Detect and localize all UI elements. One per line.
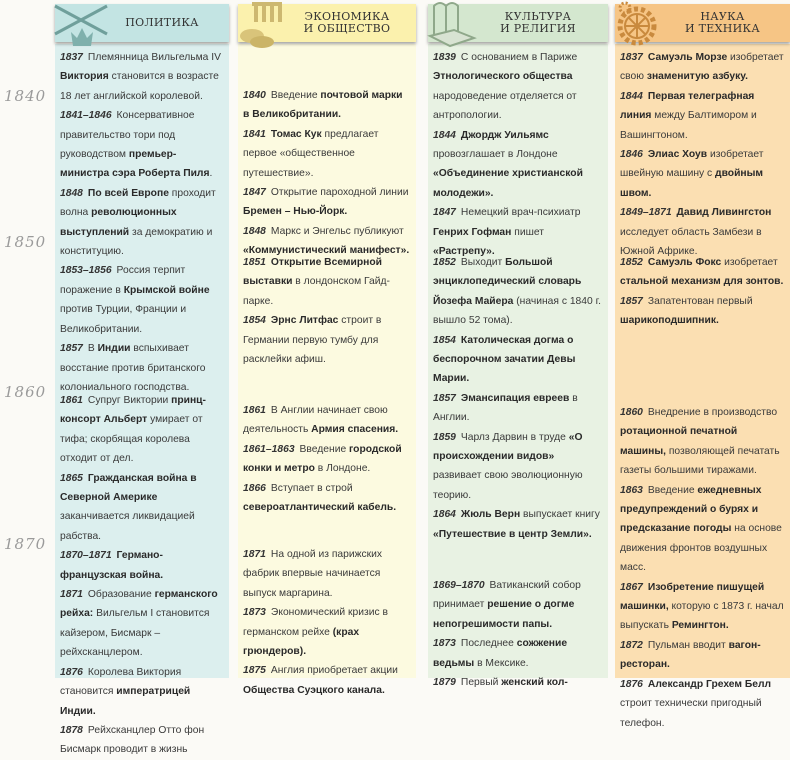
entry-highlight: «Объединение христианской молодежи». bbox=[433, 168, 583, 199]
entry-group bbox=[60, 391, 223, 760]
entry-year: 1848 bbox=[60, 187, 83, 199]
column-title bbox=[304, 11, 391, 35]
entry-highlight: Германо-французская война. bbox=[60, 550, 164, 581]
timeline-entry bbox=[620, 48, 784, 87]
entry-text: изобретает bbox=[721, 257, 778, 268]
timeline-entry bbox=[620, 292, 784, 331]
timeline-entry bbox=[243, 86, 410, 125]
column-culture-religion bbox=[428, 0, 608, 689]
entry-group bbox=[620, 48, 784, 261]
entry-group bbox=[60, 48, 223, 397]
title-line: И РЕЛИГИЯ bbox=[500, 22, 576, 35]
entry-year: 1851 bbox=[243, 257, 266, 268]
timeline-entry bbox=[620, 675, 784, 733]
entry-highlight: революционных выступлений bbox=[60, 207, 177, 238]
entry-year: 1867 bbox=[620, 581, 643, 593]
entry-highlight: германского рейха: bbox=[60, 589, 218, 620]
entry-highlight: Армия спасения. bbox=[311, 424, 399, 436]
entry-year: 1853–1856 bbox=[60, 265, 112, 277]
entry-text: умирает от тифа; скорбящая королева отходит от дел. bbox=[60, 414, 203, 465]
timeline-year-1870: 1870 bbox=[4, 535, 47, 553]
timeline-entry bbox=[60, 546, 223, 585]
column-economy-society bbox=[238, 0, 416, 696]
entry-text: В bbox=[87, 343, 98, 355]
entry-text: вспыхивает восстание против британского колониального господства. bbox=[60, 343, 206, 393]
entry-year: 1857 bbox=[60, 343, 83, 355]
entry-text: Консервативное правительство тори под руководством bbox=[60, 110, 195, 161]
entry-year: 1852 bbox=[433, 257, 456, 268]
timeline-entry bbox=[433, 428, 602, 506]
entry-year: 1865 bbox=[60, 472, 83, 484]
entry-year: 1844 bbox=[620, 90, 643, 102]
timeline-entry bbox=[60, 261, 223, 339]
entry-text: Вильгельм I становится кайзером, Бисмарк – рейхсканцлером. bbox=[60, 608, 210, 659]
entry-highlight: Джордж Уильямс bbox=[460, 129, 549, 141]
entry-highlight: «Путешествие в центр Земли». bbox=[433, 528, 592, 540]
timeline-entry bbox=[433, 253, 602, 331]
title-line: И ОБЩЕСТВО bbox=[303, 22, 391, 35]
entry-text: Запатентован первый bbox=[647, 295, 753, 307]
swords-crown-icon bbox=[51, 0, 113, 48]
entry-year: 1876 bbox=[620, 678, 643, 690]
entry-text: Чарлз Дарвин в труде bbox=[460, 431, 569, 443]
entry-year: 1847 bbox=[433, 207, 456, 219]
entry-text: за демократию и конституцию. bbox=[60, 226, 213, 258]
entry-highlight: Эмансипация евреев bbox=[460, 392, 570, 404]
entry-text: выпускает книгу bbox=[520, 509, 600, 521]
entry-year: 1869–1870 bbox=[433, 580, 485, 591]
entry-highlight: Самуэль Фокс bbox=[647, 257, 722, 268]
entry-text: Введение bbox=[270, 90, 321, 101]
entry-group bbox=[243, 545, 410, 700]
entry-group bbox=[243, 253, 410, 369]
entry-highlight: Элиас Хоув bbox=[647, 149, 708, 161]
entry-highlight: шарикоподшипник. bbox=[620, 315, 719, 327]
entry-year: 1860 bbox=[620, 407, 643, 418]
entry-text: На одной из парижских фабрик впервые начинается выпуск маргарина. bbox=[243, 549, 383, 599]
timeline-entry bbox=[243, 603, 410, 661]
entry-group bbox=[620, 253, 784, 331]
timeline-entry bbox=[60, 585, 223, 663]
entry-year: 1837 bbox=[620, 52, 643, 63]
entry-highlight: Большой энциклопедический словарь Йозефа Майера bbox=[433, 257, 582, 307]
entry-text: Немецкий врач-психиатр bbox=[460, 207, 581, 219]
entry-group bbox=[620, 403, 784, 733]
entry-text: позволяющей печатать газеты большими тиражами. bbox=[620, 445, 780, 477]
entry-text: (начиная с 1840 г. вышло 52 тома). bbox=[433, 295, 601, 327]
timeline-entry bbox=[60, 106, 223, 184]
entry-text: строит технически пригодный телефон. bbox=[620, 698, 762, 729]
timeline-entry bbox=[433, 126, 602, 204]
timeline-entry bbox=[243, 479, 410, 518]
entry-text: Последнее bbox=[460, 638, 517, 650]
entry-year: 1861–1863 bbox=[243, 443, 295, 455]
entry-highlight: Крымской войне bbox=[123, 284, 210, 296]
title-line: КУЛЬТУРА bbox=[504, 10, 572, 23]
timeline-entry bbox=[60, 721, 223, 760]
entry-text: Англия приобретает акции bbox=[270, 665, 398, 677]
entry-text: Россия терпит поражение в bbox=[60, 265, 186, 296]
entry-text: Пульман вводит bbox=[647, 639, 729, 651]
entry-highlight: «Растрепу». bbox=[433, 246, 495, 258]
title-line: ПОЛИТИКА bbox=[125, 16, 199, 29]
entry-text: против Турции, Франции и Великобритании. bbox=[60, 304, 187, 335]
column-header bbox=[55, 4, 229, 42]
entry-year: 1847 bbox=[243, 187, 266, 199]
column-science-technology bbox=[615, 0, 790, 729]
timeline-entry bbox=[60, 391, 223, 469]
entry-highlight: сожжение ведьмы bbox=[433, 638, 568, 669]
entry-text: Вступает в строй bbox=[270, 482, 353, 494]
entry-year: 1864 bbox=[433, 509, 456, 521]
book-icon bbox=[424, 0, 486, 48]
timeline-entry bbox=[60, 184, 223, 262]
entry-year: 1876 bbox=[60, 666, 83, 678]
entry-highlight: «Коммунистический манифест». bbox=[243, 245, 410, 257]
entry-highlight: решение о догме непогрешимости папы. bbox=[433, 599, 575, 630]
entry-text: заканчивается ликвидацией рабства. bbox=[60, 511, 195, 542]
entry-text: Внедрение в производство bbox=[647, 407, 778, 418]
timeline-entry bbox=[620, 87, 784, 145]
entry-highlight: По всей Европе bbox=[87, 187, 169, 199]
entry-highlight: Ремингтон. bbox=[671, 620, 729, 632]
timeline-entry bbox=[433, 331, 602, 389]
entry-year: 1863 bbox=[620, 484, 643, 496]
entry-year: 1844 bbox=[433, 129, 456, 141]
column-header bbox=[615, 4, 790, 42]
timeline-entry bbox=[620, 636, 784, 675]
entry-highlight: Индии bbox=[97, 343, 131, 355]
entry-highlight: (крах грюндеров). bbox=[243, 626, 360, 658]
entry-text: Маркс и Энгельс публикуют bbox=[270, 225, 404, 237]
entry-text: Экономический кризис в германском рейхе bbox=[243, 607, 388, 638]
timeline-entry bbox=[60, 48, 223, 106]
timeline-entry bbox=[60, 339, 223, 397]
timeline-entry bbox=[60, 663, 223, 721]
entry-year: 1846 bbox=[620, 149, 643, 161]
entry-year: 1841 bbox=[243, 128, 266, 140]
entry-year: 1839 bbox=[433, 52, 456, 63]
entry-text: в лондонском Гайд-парке. bbox=[243, 276, 390, 307]
entry-year: 1861 bbox=[60, 395, 83, 406]
entry-year: 1873 bbox=[243, 607, 266, 619]
entry-highlight: «О происхождении видов» bbox=[433, 431, 583, 463]
timeline-entry bbox=[243, 545, 410, 603]
entry-text: становится в возрасте 18 лет английской королевой. bbox=[60, 71, 219, 102]
timeline-entry bbox=[433, 576, 602, 634]
entry-year: 1859 bbox=[433, 431, 456, 443]
column-politics bbox=[55, 0, 229, 756]
entry-year: 1854 bbox=[243, 315, 266, 327]
entry-year: 1878 bbox=[60, 724, 83, 736]
entry-year: 1872 bbox=[620, 639, 643, 651]
entry-year: 1854 bbox=[433, 334, 456, 346]
entry-year: 1857 bbox=[433, 392, 456, 404]
entry-year: 1848 bbox=[243, 225, 266, 237]
timeline-entry bbox=[433, 673, 602, 692]
entry-group bbox=[433, 253, 602, 544]
entry-text: Введение bbox=[299, 443, 350, 455]
entry-highlight: ежедневных предупреждений о бурях и предсказание погоды bbox=[620, 484, 762, 535]
timeline-entry bbox=[243, 401, 410, 440]
entry-group bbox=[243, 401, 410, 517]
entry-text: С основанием в Париже bbox=[460, 52, 578, 63]
entry-text: на основе движения фронтов воздушных масс. bbox=[620, 523, 782, 574]
entry-highlight: стальной механизм для зонтов. bbox=[620, 276, 784, 288]
entry-highlight: Томас Кук bbox=[270, 128, 322, 140]
entry-text: народоведение отделяется от антропологии. bbox=[433, 90, 577, 122]
entry-text: строит в Германии первую тумбу для расклейки афиш. bbox=[243, 315, 382, 366]
entry-text: предлагает первое «общественное путешествие». bbox=[243, 128, 379, 179]
entry-highlight: Виктория bbox=[60, 71, 109, 83]
entry-year: 1840 bbox=[243, 90, 266, 101]
entry-highlight: почтовой марки в Великобритании. bbox=[243, 90, 403, 121]
entry-highlight: Гражданская война в Северной Америке bbox=[60, 472, 197, 504]
column-header bbox=[238, 4, 416, 42]
entry-text: развивает свою эволюционную теорию. bbox=[433, 470, 583, 501]
entry-year: 1837 bbox=[60, 52, 83, 63]
entry-highlight: городской конки и метро bbox=[243, 443, 402, 475]
entry-year: 1870–1871 bbox=[60, 550, 112, 562]
entry-text: в Мексике. bbox=[474, 657, 529, 669]
entry-highlight: премьер-министра сэра Роберта Пиля bbox=[60, 149, 210, 180]
timeline-entry bbox=[433, 505, 602, 544]
title-line: НАУКА bbox=[700, 10, 745, 23]
entry-text: которую с 1873 г. начал выпускать bbox=[620, 601, 784, 632]
entry-text: Королева Виктория становится bbox=[60, 666, 182, 698]
gear-icon bbox=[611, 0, 673, 48]
entry-year: 1857 bbox=[620, 295, 643, 307]
entry-highlight: Давид Ливингстон bbox=[676, 207, 772, 219]
timeline-entry bbox=[243, 253, 410, 311]
entry-text: пишет bbox=[511, 226, 544, 238]
timeline-entry bbox=[243, 183, 410, 222]
entry-text: Выходит bbox=[460, 257, 506, 268]
timeline-year-1840: 1840 bbox=[4, 87, 47, 105]
entry-highlight: Эрнс Литфас bbox=[270, 315, 339, 327]
title-line: ЭКОНОМИКА bbox=[304, 10, 390, 23]
entry-year: 1861 bbox=[243, 405, 266, 416]
timeline-entry bbox=[433, 389, 602, 428]
entry-highlight: Этнологического общества bbox=[433, 71, 573, 83]
entry-year: 1871 bbox=[60, 589, 83, 601]
entry-year: 1849–1871 bbox=[620, 207, 672, 219]
timeline-entry bbox=[243, 661, 410, 700]
entry-text: Ватиканский собор принимает bbox=[433, 580, 581, 611]
entry-year: 1879 bbox=[433, 677, 456, 689]
timeline-entry bbox=[433, 634, 602, 673]
columns-coins-icon bbox=[234, 0, 296, 48]
entry-text: Племянница Вильгельма IV bbox=[87, 52, 221, 63]
entry-text: проходит волна bbox=[60, 187, 216, 219]
timeline-entry bbox=[620, 403, 784, 481]
timeline-entry bbox=[620, 253, 784, 292]
entry-highlight: Изобретение пишущей машинки, bbox=[620, 581, 765, 613]
entry-highlight: принц-консорт Альберт bbox=[60, 395, 206, 426]
timeline-entry bbox=[243, 440, 410, 479]
entry-text: Рейхсканцлер Отто фон Бисмарк проводит в жизнь bbox=[60, 724, 205, 756]
column-title bbox=[500, 11, 576, 35]
column-header bbox=[428, 4, 608, 42]
entry-year: 1866 bbox=[243, 482, 266, 494]
entry-highlight: Католическая догма о беспорочном зачатии Девы Марии. bbox=[433, 334, 576, 385]
entry-highlight: ротационной печатной машины, bbox=[620, 426, 738, 457]
entry-group bbox=[243, 86, 410, 261]
entry-text: между Балтимором и Вашингтоном. bbox=[620, 110, 757, 141]
entry-text: . bbox=[209, 168, 213, 180]
entry-text: Открытие пароходной линии bbox=[270, 187, 409, 199]
entry-text: Супруг Виктории bbox=[87, 395, 172, 406]
entry-highlight: североатлантический кабель. bbox=[243, 502, 397, 514]
entry-text: изобретает швейную машину с bbox=[620, 149, 764, 180]
entry-highlight: императрицей Индии. bbox=[60, 686, 191, 717]
entry-highlight: знаменитую азбуку. bbox=[646, 71, 748, 83]
column-title bbox=[125, 17, 199, 29]
timeline-entry bbox=[433, 48, 602, 126]
entry-highlight: Александр Грехем Белл bbox=[647, 678, 772, 690]
title-line: И ТЕХНИКА bbox=[684, 22, 761, 35]
entry-highlight: Генрих Гофман bbox=[433, 226, 512, 238]
entry-highlight: Жюль Верн bbox=[460, 509, 521, 521]
entry-highlight: Бремен – Нью-Йорк. bbox=[243, 206, 348, 218]
entry-highlight: Открытие Всемирной выставки bbox=[243, 257, 383, 288]
entry-highlight: женский кол- bbox=[501, 677, 568, 689]
entry-text: Образование bbox=[87, 589, 155, 601]
timeline-entry bbox=[620, 578, 784, 636]
entry-group bbox=[433, 48, 602, 261]
entry-highlight: двойным швом. bbox=[620, 168, 764, 199]
entry-text: изобретает свою bbox=[620, 52, 784, 83]
timeline-entry bbox=[620, 481, 784, 578]
entry-text: Введение bbox=[647, 484, 698, 496]
entry-highlight: Первая телеграфная линия bbox=[620, 90, 755, 122]
entry-text: провозглашает в Лондоне bbox=[433, 149, 558, 161]
entry-text: в Лондоне. bbox=[314, 463, 371, 475]
entry-highlight: вагон-ресторан. bbox=[620, 639, 761, 671]
entry-text: Первый bbox=[460, 677, 502, 689]
entry-text: в Англии. bbox=[433, 392, 578, 424]
entry-text: исследует область Замбези в Южной Африке. bbox=[620, 226, 762, 258]
timeline-entry bbox=[60, 469, 223, 547]
entry-year: 1871 bbox=[243, 549, 266, 560]
entry-highlight: Общества Суэцкого канала. bbox=[243, 684, 385, 696]
entry-year: 1852 bbox=[620, 257, 643, 268]
timeline-entry bbox=[243, 311, 410, 369]
timeline-year-1850: 1850 bbox=[4, 233, 47, 251]
entry-text: В Англии начинает свою деятельность bbox=[243, 405, 388, 436]
timeline-year-1860: 1860 bbox=[4, 383, 47, 401]
column-title bbox=[685, 11, 760, 35]
entry-year: 1873 bbox=[433, 638, 456, 650]
entry-year: 1875 bbox=[243, 665, 266, 677]
entry-highlight: Самуэль Морзе bbox=[647, 52, 728, 63]
timeline-entry bbox=[620, 145, 784, 203]
entry-group bbox=[433, 576, 602, 692]
entry-year: 1841–1846 bbox=[60, 110, 112, 122]
timeline-entry bbox=[243, 125, 410, 183]
